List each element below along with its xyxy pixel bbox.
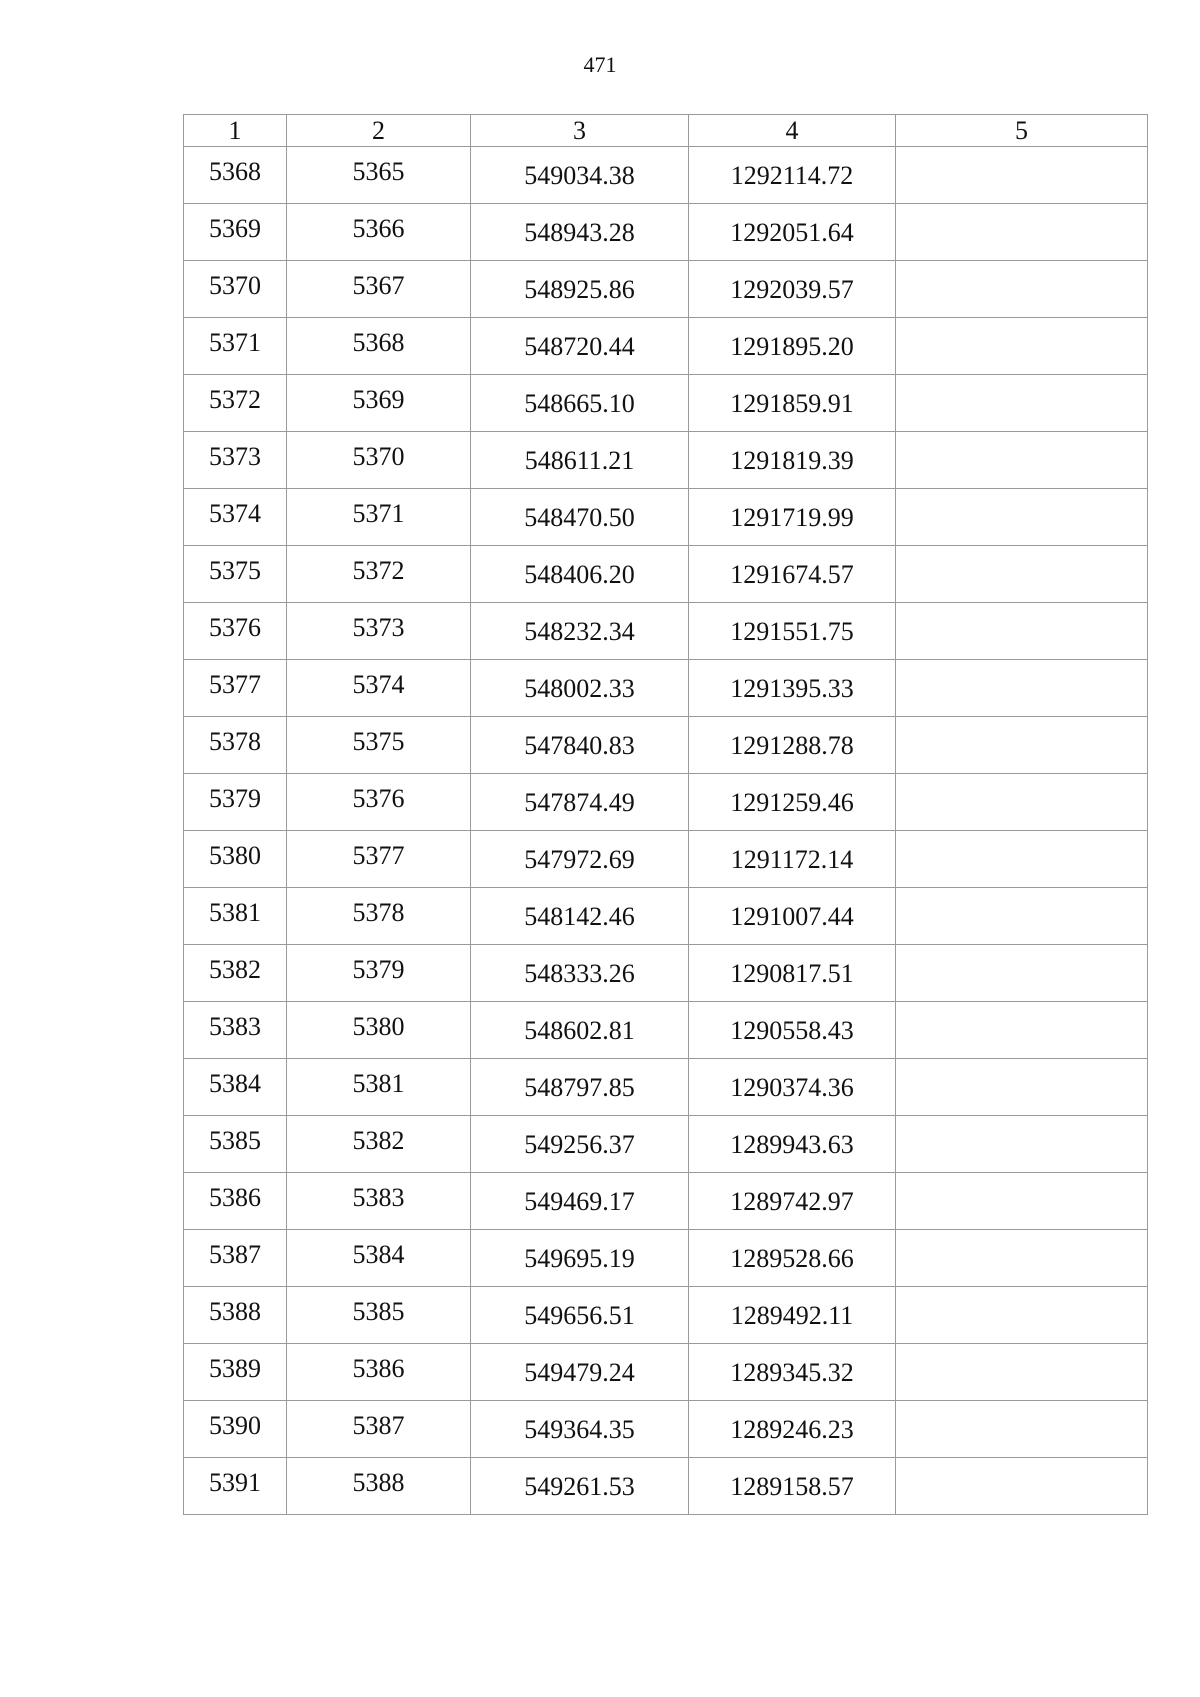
cell-y-coordinate: 1292051.64: [689, 204, 896, 261]
cell-point-number: 5383: [184, 1002, 287, 1059]
cell-note: [896, 1059, 1148, 1116]
cell-x-coordinate: 548470.50: [471, 489, 689, 546]
cell-previous-point: 5380: [287, 1002, 471, 1059]
cell-y-coordinate: 1289528.66: [689, 1230, 896, 1287]
cell-y-coordinate: 1291719.99: [689, 489, 896, 546]
cell-note: [896, 147, 1148, 204]
cell-previous-point: 5367: [287, 261, 471, 318]
cell-x-coordinate: 548002.33: [471, 660, 689, 717]
cell-x-coordinate: 548797.85: [471, 1059, 689, 1116]
cell-previous-point: 5378: [287, 888, 471, 945]
cell-previous-point: 5381: [287, 1059, 471, 1116]
cell-point-number: 5371: [184, 318, 287, 375]
coordinates-table: [183, 114, 1148, 1515]
table-row: [184, 318, 1148, 375]
cell-y-coordinate: 1290374.36: [689, 1059, 896, 1116]
cell-point-number: 5385: [184, 1116, 287, 1173]
cell-previous-point: 5370: [287, 432, 471, 489]
table-row: [184, 1287, 1148, 1344]
table-body: [184, 147, 1148, 1515]
table-row: [184, 888, 1148, 945]
cell-y-coordinate: 1291288.78: [689, 717, 896, 774]
cell-point-number: 5384: [184, 1059, 287, 1116]
cell-x-coordinate: 549469.17: [471, 1173, 689, 1230]
table-row: [184, 546, 1148, 603]
cell-x-coordinate: 549256.37: [471, 1116, 689, 1173]
cell-note: [896, 774, 1148, 831]
cell-note: [896, 204, 1148, 261]
cell-y-coordinate: 1291895.20: [689, 318, 896, 375]
cell-x-coordinate: 548333.26: [471, 945, 689, 1002]
cell-note: [896, 831, 1148, 888]
cell-previous-point: 5376: [287, 774, 471, 831]
cell-note: [896, 546, 1148, 603]
cell-y-coordinate: 1290817.51: [689, 945, 896, 1002]
cell-note: [896, 489, 1148, 546]
cell-note: [896, 318, 1148, 375]
cell-point-number: 5386: [184, 1173, 287, 1230]
cell-point-number: 5374: [184, 489, 287, 546]
cell-previous-point: 5365: [287, 147, 471, 204]
table-row: [184, 945, 1148, 1002]
cell-note: [896, 261, 1148, 318]
cell-x-coordinate: 549695.19: [471, 1230, 689, 1287]
cell-x-coordinate: 549656.51: [471, 1287, 689, 1344]
cell-note: [896, 1173, 1148, 1230]
cell-y-coordinate: 1291819.39: [689, 432, 896, 489]
cell-y-coordinate: 1292039.57: [689, 261, 896, 318]
table-row: [184, 432, 1148, 489]
cell-y-coordinate: 1292114.72: [689, 147, 896, 204]
cell-note: [896, 603, 1148, 660]
table-row: [184, 831, 1148, 888]
cell-y-coordinate: 1291859.91: [689, 375, 896, 432]
cell-previous-point: 5384: [287, 1230, 471, 1287]
cell-point-number: 5382: [184, 945, 287, 1002]
cell-previous-point: 5373: [287, 603, 471, 660]
cell-previous-point: 5382: [287, 1116, 471, 1173]
cell-x-coordinate: 548602.81: [471, 1002, 689, 1059]
cell-y-coordinate: 1289492.11: [689, 1287, 896, 1344]
table-row: [184, 489, 1148, 546]
cell-previous-point: 5369: [287, 375, 471, 432]
table-row: [184, 603, 1148, 660]
cell-point-number: 5388: [184, 1287, 287, 1344]
cell-y-coordinate: 1289345.32: [689, 1344, 896, 1401]
cell-y-coordinate: 1291395.33: [689, 660, 896, 717]
column-header-3: 3: [471, 115, 689, 147]
cell-point-number: 5381: [184, 888, 287, 945]
table-row: [184, 375, 1148, 432]
cell-point-number: 5369: [184, 204, 287, 261]
cell-x-coordinate: 547874.49: [471, 774, 689, 831]
cell-y-coordinate: 1289943.63: [689, 1116, 896, 1173]
cell-point-number: 5390: [184, 1401, 287, 1458]
cell-x-coordinate: 548943.28: [471, 204, 689, 261]
cell-previous-point: 5374: [287, 660, 471, 717]
cell-note: [896, 1458, 1148, 1515]
cell-previous-point: 5387: [287, 1401, 471, 1458]
cell-point-number: 5389: [184, 1344, 287, 1401]
cell-point-number: 5370: [184, 261, 287, 318]
cell-previous-point: 5385: [287, 1287, 471, 1344]
table-row: [184, 1401, 1148, 1458]
cell-y-coordinate: 1289246.23: [689, 1401, 896, 1458]
cell-point-number: 5368: [184, 147, 287, 204]
cell-point-number: 5372: [184, 375, 287, 432]
header-row: [184, 115, 1148, 147]
cell-x-coordinate: 548611.21: [471, 432, 689, 489]
cell-point-number: 5377: [184, 660, 287, 717]
cell-point-number: 5376: [184, 603, 287, 660]
cell-x-coordinate: 549479.24: [471, 1344, 689, 1401]
cell-note: [896, 1287, 1148, 1344]
cell-x-coordinate: 548142.46: [471, 888, 689, 945]
table-row: [184, 1116, 1148, 1173]
column-header-1: 1: [184, 115, 287, 147]
page-number: 471: [583, 52, 617, 77]
cell-previous-point: 5383: [287, 1173, 471, 1230]
table-row: [184, 204, 1148, 261]
cell-previous-point: 5371: [287, 489, 471, 546]
cell-note: [896, 660, 1148, 717]
cell-previous-point: 5388: [287, 1458, 471, 1515]
table-row: [184, 147, 1148, 204]
cell-x-coordinate: 548925.86: [471, 261, 689, 318]
cell-point-number: 5378: [184, 717, 287, 774]
table-row: [184, 660, 1148, 717]
table-row: [184, 717, 1148, 774]
cell-y-coordinate: 1291674.57: [689, 546, 896, 603]
cell-x-coordinate: 549364.35: [471, 1401, 689, 1458]
table-row: [184, 261, 1148, 318]
table-row: [184, 1458, 1148, 1515]
table-row: [184, 1173, 1148, 1230]
cell-previous-point: 5377: [287, 831, 471, 888]
cell-y-coordinate: 1291007.44: [689, 888, 896, 945]
cell-previous-point: 5375: [287, 717, 471, 774]
cell-note: [896, 432, 1148, 489]
cell-note: [896, 1116, 1148, 1173]
cell-previous-point: 5366: [287, 204, 471, 261]
table-row: [184, 1002, 1148, 1059]
cell-point-number: 5373: [184, 432, 287, 489]
cell-note: [896, 375, 1148, 432]
cell-point-number: 5379: [184, 774, 287, 831]
cell-x-coordinate: 548232.34: [471, 603, 689, 660]
cell-point-number: 5387: [184, 1230, 287, 1287]
cell-y-coordinate: 1290558.43: [689, 1002, 896, 1059]
table-header: [184, 115, 1148, 147]
cell-note: [896, 1230, 1148, 1287]
cell-previous-point: 5372: [287, 546, 471, 603]
cell-point-number: 5391: [184, 1458, 287, 1515]
cell-x-coordinate: 547840.83: [471, 717, 689, 774]
cell-point-number: 5375: [184, 546, 287, 603]
column-header-4: 4: [689, 115, 896, 147]
table-row: [184, 1344, 1148, 1401]
cell-y-coordinate: 1291259.46: [689, 774, 896, 831]
cell-x-coordinate: 548720.44: [471, 318, 689, 375]
cell-note: [896, 888, 1148, 945]
column-header-2: 2: [287, 115, 471, 147]
table-row: [184, 774, 1148, 831]
cell-note: [896, 1344, 1148, 1401]
cell-note: [896, 1002, 1148, 1059]
cell-x-coordinate: 548665.10: [471, 375, 689, 432]
cell-y-coordinate: 1291172.14: [689, 831, 896, 888]
cell-x-coordinate: 549261.53: [471, 1458, 689, 1515]
cell-x-coordinate: 548406.20: [471, 546, 689, 603]
table-row: [184, 1230, 1148, 1287]
cell-previous-point: 5379: [287, 945, 471, 1002]
cell-previous-point: 5368: [287, 318, 471, 375]
cell-note: [896, 717, 1148, 774]
cell-y-coordinate: 1289158.57: [689, 1458, 896, 1515]
cell-note: [896, 1401, 1148, 1458]
column-header-5: 5: [896, 115, 1148, 147]
cell-note: [896, 945, 1148, 1002]
cell-y-coordinate: 1291551.75: [689, 603, 896, 660]
cell-point-number: 5380: [184, 831, 287, 888]
cell-previous-point: 5386: [287, 1344, 471, 1401]
cell-y-coordinate: 1289742.97: [689, 1173, 896, 1230]
table-row: [184, 1059, 1148, 1116]
cell-x-coordinate: 549034.38: [471, 147, 689, 204]
cell-x-coordinate: 547972.69: [471, 831, 689, 888]
